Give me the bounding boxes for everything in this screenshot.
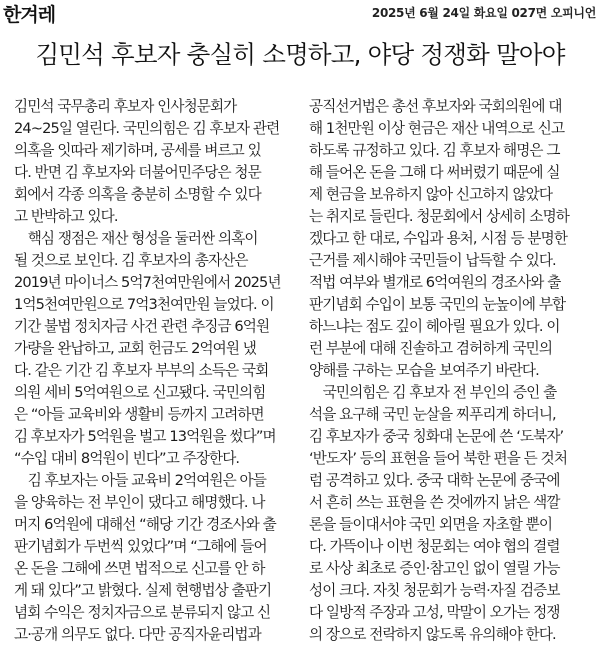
article-column-right [309,96,584,646]
article-text-line: 하느냐는 점도 깊이 헤아릴 필요가 있다. 이 [309,318,560,335]
article-text-line: 다. 같은 기간 김 후보자 부부의 소득은 국회 [14,362,269,379]
article-text-line: 로 사상 최초로 증인·참고인 없이 열릴 가능 [309,560,560,577]
newspaper-logo: 한겨레 [3,4,56,26]
article-text-line: 공직선거법은 총선 후보자와 국회의원에 대 [309,98,562,115]
article-text-line: 고·공개 의무도 없다. 다만 공직자윤리법과 [14,626,261,643]
article-text-line: 념회 수익은 정치자금으로 분류되지 않고 신 [14,604,271,621]
article-text-line: 핵심 쟁점은 재산 형성을 둘러싼 의혹이 [14,230,258,247]
article-text-line: 김 후보자가 5억원을 벌고 13억원을 썼다”며 [14,428,276,445]
article-text-line: 24~25일 열린다. 국민의힘은 김 후보자 관련 [14,120,280,137]
article-text-line: 다. 반면 김 후보자와 더불어민주당은 청문 [14,164,261,181]
dateline: 2025년 6월 24일 화요일 027면 오피니언 [371,6,596,20]
article-column-left [14,96,289,646]
article-text-line: “수입 대비 8억원이 빈다”고 주장한다. [14,450,240,467]
article-text-line: 는 취지로 들린다. 청문회에서 상세히 소명하 [309,208,569,225]
article-text-line: 의혹을 잇따라 제기하며, 공세를 벼르고 있 [14,142,261,159]
masthead [0,0,600,26]
article-text-line: 양해를 구하는 모습을 보여주기 바란다. [309,362,539,379]
article-text-line: 근거를 제시해야 국민들이 납득할 수 있다. [309,252,556,269]
article-text-line: 석을 요구해 국민 눈살을 찌푸리게 하더니, [309,406,556,423]
headline: 김민석 후보자 충실히 소명하고, 야당 정쟁화 말아야 [35,40,565,69]
article-text-line: 될 것으로 보인다. 김 후보자의 총자산은 [14,252,248,269]
article-text-line: 다. 가뜩이나 이번 청문회는 여야 협의 결렬 [309,538,560,555]
article-text-line: 의원 세비 5억여원으로 신고됐다. 국민의힘 [14,384,266,401]
article-text-line: 겠다고 한 대로, 수입과 용처, 시점 등 분명한 [309,230,568,247]
article-text-line: 온 돈을 그해에 쓰면 법적으로 신고를 안 하 [14,560,265,577]
article-text-line: 해 들어온 돈을 그해 다 써버렸기 때문에 실 [309,164,560,181]
article-text-line: 을 양육하는 전 부인이 댔다고 해명했다. 나 [14,494,265,511]
article-text-line: 론을 들이대서야 국민 외면을 자초할 뿐이 [309,516,553,533]
article-text-line: 1억5천여만원으로 7억3천여만원 늘었다. 이 [14,296,274,313]
article-text-line: 다 일방적 주장과 고성, 막말이 오가는 정쟁 [309,604,560,621]
article-text-line: 회에서 각종 의혹을 충분히 소명할 수 있다 [14,186,261,203]
article-text-line: 성이 크다. 자칫 청문회가 능력·자질 검증보 [309,582,560,599]
article-text-line: 적법 여부와 별개로 6억여원의 경조사와 출 [309,274,561,291]
article-text-line: 의 장으로 전락하지 않도록 유의해야 한다. [309,626,556,643]
article-text-line: ‘반도자’ 등의 표현을 들어 북한 편을 든 것처 [309,450,568,467]
article-text-line: 김민석 국무총리 후보자 인사청문회가 [14,98,237,115]
article-text-line: 가량을 완납하고, 교회 헌금도 2억여원 냈 [14,340,256,357]
article-text-line: 국민의힘은 김 후보자 전 부인의 증인 출 [309,384,557,401]
article-text-line: 2019년 마이너스 5억7천여만원에서 2025년 [14,274,281,291]
article-text-line: 머지 6억원에 대해선 “해당 기간 경조사와 출 [14,516,276,533]
article-text-line: 기간 불법 정치자금 사건 관련 추징금 6억원 [14,318,270,335]
article-text-line: 김 후보자가 중국 칭화대 논문에 쓴 ‘도북자’ [309,428,564,445]
article-text-line: 하도록 규정하고 있다. 김 후보자 해명은 그 [309,142,560,159]
article-text-line: 해 1천만원 이상 현금은 재산 내역으로 신고 [309,120,565,137]
article-text-line: 판기념회 수입이 보통 국민의 눈높이에 부합 [309,296,566,313]
article-text-line: 런 부분에 대해 진솔하고 겸허하게 국민의 [309,340,553,357]
article-text-line: 럼 공격하고 있다. 중국 대학 논문에 중국에 [309,472,560,489]
article-text-line: 게 돼 있다”고 밝혔다. 실제 현행법상 출판기 [14,582,272,599]
article-text-line: 은 “아들 교육비와 생활비 등까지 고려하면 [14,406,264,423]
article-text-line: 김 후보자는 아들 교육비 2억여원은 아들 [14,472,266,489]
article-text-line: 판기념회가 두번씩 있었다”며 “그해에 들어 [14,538,267,555]
article-text-line: 서 흔히 쓰는 표현을 쓴 것에까지 낡은 색깔 [309,494,560,511]
article-text-line: 고 반박하고 있다. [14,208,118,225]
article-text-line: 제 현금을 보유하지 않아 신고하지 않았다 [309,186,553,203]
